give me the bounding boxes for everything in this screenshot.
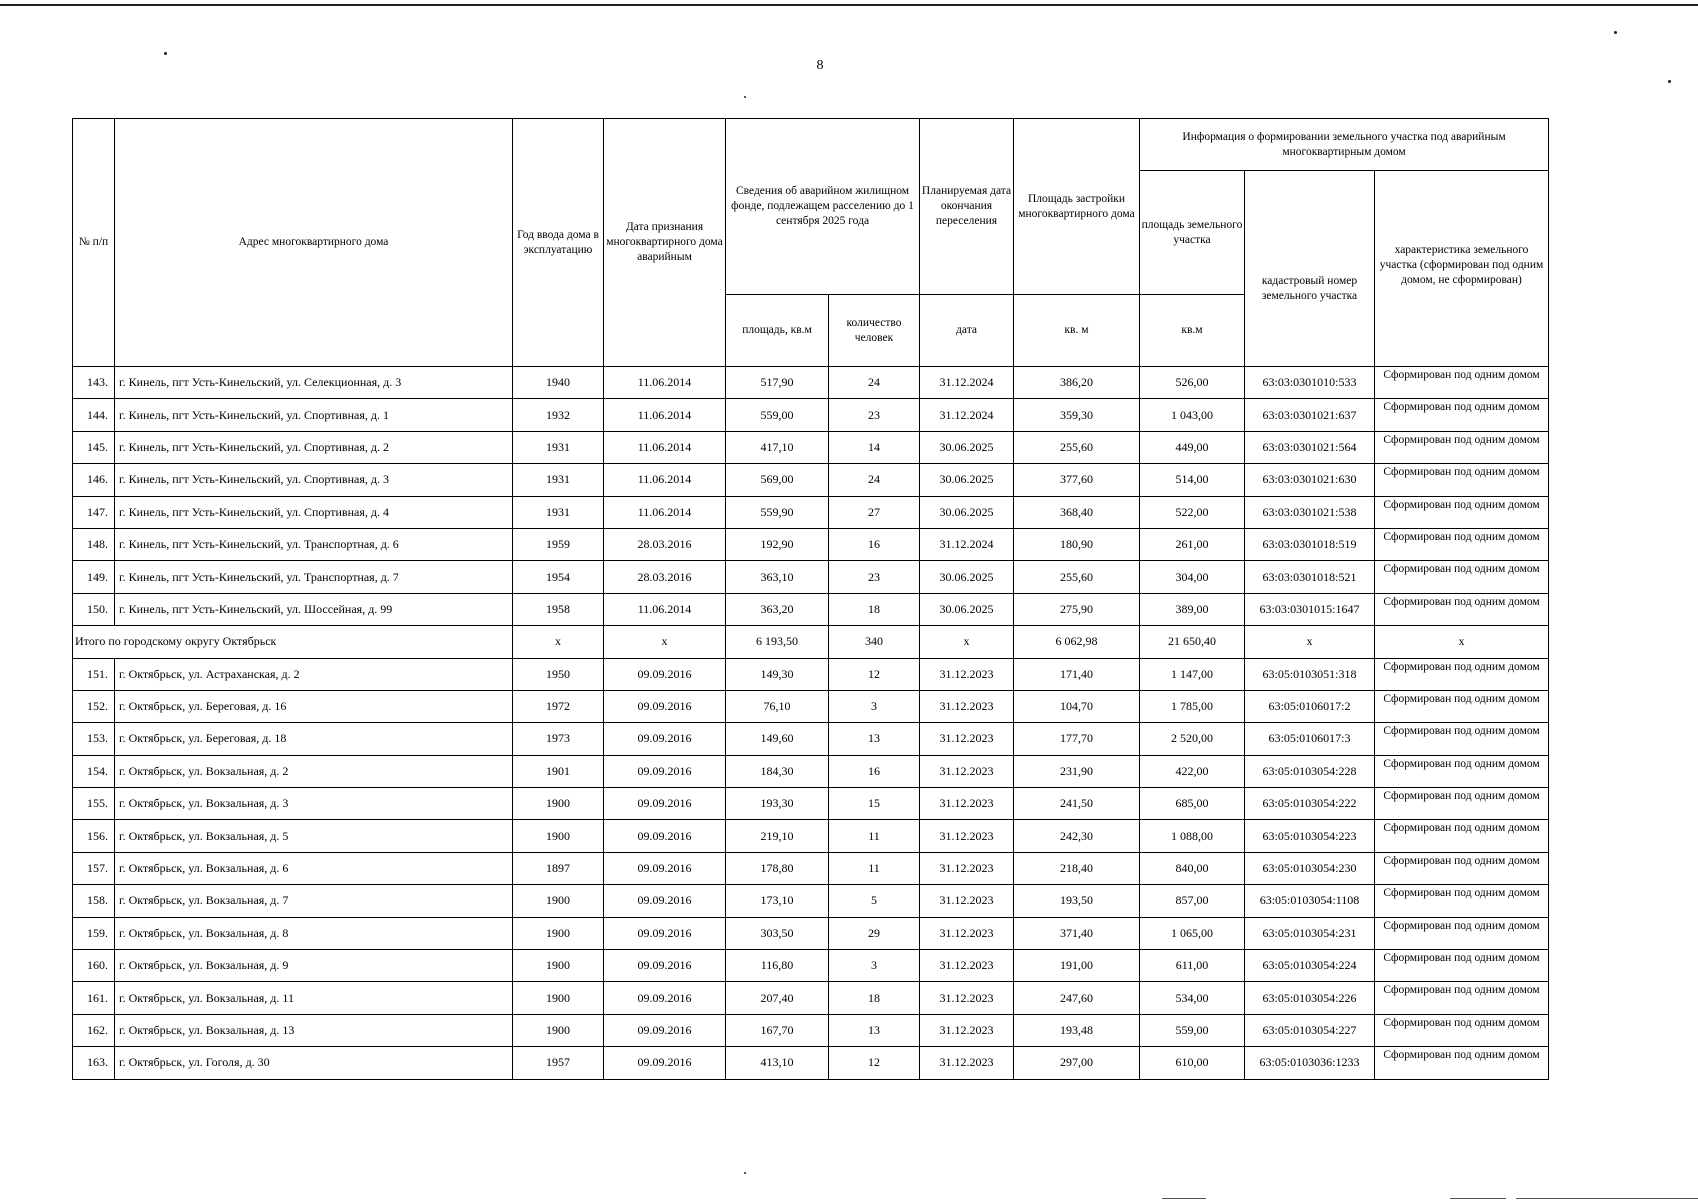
row-number: 148. bbox=[73, 528, 115, 560]
row-area: 569,00 bbox=[726, 464, 829, 496]
scan-speck bbox=[744, 96, 746, 98]
row-people: 12 bbox=[829, 1047, 920, 1079]
row-area: 303,50 bbox=[726, 917, 829, 949]
row-address: г. Кинель, пгт Усть-Кинельский, ул. Селекционная, д. 3 bbox=[115, 367, 513, 399]
row-area: 363,10 bbox=[726, 561, 829, 593]
row-recognition-date: 09.09.2016 bbox=[604, 788, 726, 820]
row-number: 157. bbox=[73, 852, 115, 884]
row-recognition-date: 09.09.2016 bbox=[604, 917, 726, 949]
row-number: 156. bbox=[73, 820, 115, 852]
row-year: 1932 bbox=[513, 399, 604, 431]
row-land-area: 304,00 bbox=[1140, 561, 1245, 593]
row-land-char: Сформирован под одним домом bbox=[1375, 820, 1549, 852]
subtotal-land-area: 21 650,40 bbox=[1140, 626, 1245, 658]
row-land-area: 2 520,00 bbox=[1140, 723, 1245, 755]
row-planned-end: 31.12.2023 bbox=[920, 1047, 1014, 1079]
row-cadastral: 63:05:0103054:227 bbox=[1245, 1014, 1375, 1046]
row-year: 1950 bbox=[513, 658, 604, 690]
row-cadastral: 63:05:0103054:1108 bbox=[1245, 885, 1375, 917]
row-land-char: Сформирован под одним домом bbox=[1375, 1014, 1549, 1046]
row-land-area: 534,00 bbox=[1140, 982, 1245, 1014]
table-row bbox=[73, 723, 1549, 755]
header-land-char: характеристика земельного участка (сформирован под одним домом, не сформирован) bbox=[1375, 171, 1549, 367]
row-people: 23 bbox=[829, 399, 920, 431]
row-build-area: 218,40 bbox=[1014, 852, 1140, 884]
row-address: г. Кинель, пгт Усть-Кинельский, ул. Спортивная, д. 4 bbox=[115, 496, 513, 528]
row-land-char: Сформирован под одним домом bbox=[1375, 755, 1549, 787]
row-year: 1900 bbox=[513, 917, 604, 949]
header-cadastral: кадастровый номер земельного участка bbox=[1245, 171, 1375, 367]
row-land-char: Сформирован под одним домом bbox=[1375, 852, 1549, 884]
scan-mark bbox=[1516, 1198, 1698, 1199]
row-planned-end: 30.06.2025 bbox=[920, 496, 1014, 528]
row-cadastral: 63:05:0103054:230 bbox=[1245, 852, 1375, 884]
row-number: 161. bbox=[73, 982, 115, 1014]
row-planned-end: 31.12.2024 bbox=[920, 528, 1014, 560]
row-people: 24 bbox=[829, 464, 920, 496]
table-row bbox=[73, 690, 1549, 722]
row-cadastral: 63:05:0103051:318 bbox=[1245, 658, 1375, 690]
row-year: 1901 bbox=[513, 755, 604, 787]
top-scan-rule bbox=[0, 4, 1698, 6]
scan-speck bbox=[164, 52, 167, 55]
row-planned-end: 31.12.2024 bbox=[920, 367, 1014, 399]
row-cadastral: 63:05:0103054:223 bbox=[1245, 820, 1375, 852]
row-planned-end: 31.12.2023 bbox=[920, 950, 1014, 982]
row-recognition-date: 09.09.2016 bbox=[604, 755, 726, 787]
row-land-area: 857,00 bbox=[1140, 885, 1245, 917]
table-row bbox=[73, 820, 1549, 852]
row-land-area: 840,00 bbox=[1140, 852, 1245, 884]
row-number: 163. bbox=[73, 1047, 115, 1079]
row-planned-end: 31.12.2023 bbox=[920, 788, 1014, 820]
row-area: 116,80 bbox=[726, 950, 829, 982]
row-area: 149,30 bbox=[726, 658, 829, 690]
row-cadastral: 63:05:0103036:1233 bbox=[1245, 1047, 1375, 1079]
row-planned-end: 31.12.2023 bbox=[920, 658, 1014, 690]
row-land-area: 449,00 bbox=[1140, 431, 1245, 463]
row-cadastral: 63:03:0301021:538 bbox=[1245, 496, 1375, 528]
row-cadastral: 63:05:0103054:226 bbox=[1245, 982, 1375, 1014]
row-number: 152. bbox=[73, 690, 115, 722]
row-address: г. Октябрьск, ул. Вокзальная, д. 13 bbox=[115, 1014, 513, 1046]
row-build-area: 255,60 bbox=[1014, 431, 1140, 463]
row-cadastral: 63:03:0301021:637 bbox=[1245, 399, 1375, 431]
row-recognition-date: 09.09.2016 bbox=[604, 1014, 726, 1046]
row-build-area: 241,50 bbox=[1014, 788, 1140, 820]
row-planned-end: 31.12.2023 bbox=[920, 982, 1014, 1014]
row-number: 154. bbox=[73, 755, 115, 787]
row-land-char: Сформирован под одним домом bbox=[1375, 723, 1549, 755]
row-land-char: Сформирован под одним домом bbox=[1375, 464, 1549, 496]
row-year: 1900 bbox=[513, 950, 604, 982]
subtotal-date: x bbox=[604, 626, 726, 658]
row-number: 159. bbox=[73, 917, 115, 949]
row-land-area: 261,00 bbox=[1140, 528, 1245, 560]
header-land-area: площадь земельного участка bbox=[1140, 171, 1245, 295]
scan-speck bbox=[1668, 80, 1671, 83]
table-row bbox=[73, 496, 1549, 528]
row-people: 29 bbox=[829, 917, 920, 949]
row-recognition-date: 09.09.2016 bbox=[604, 950, 726, 982]
scan-mark bbox=[1450, 1198, 1506, 1199]
header-build-area: Площадь застройки многоквартирного дома bbox=[1014, 119, 1140, 295]
row-cadastral: 63:05:0103054:222 bbox=[1245, 788, 1375, 820]
table-row bbox=[73, 885, 1549, 917]
row-year: 1972 bbox=[513, 690, 604, 722]
row-year: 1900 bbox=[513, 788, 604, 820]
row-cadastral: 63:05:0103054:231 bbox=[1245, 917, 1375, 949]
row-number: 160. bbox=[73, 950, 115, 982]
row-recognition-date: 09.09.2016 bbox=[604, 690, 726, 722]
row-address: г. Октябрьск, ул. Береговая, д. 16 bbox=[115, 690, 513, 722]
row-area: 192,90 bbox=[726, 528, 829, 560]
row-land-char: Сформирован под одним домом bbox=[1375, 528, 1549, 560]
row-year: 1897 bbox=[513, 852, 604, 884]
row-people: 24 bbox=[829, 367, 920, 399]
table-row bbox=[73, 399, 1549, 431]
subtotal-land-char: x bbox=[1375, 626, 1549, 658]
header-people: количество человек bbox=[829, 295, 920, 367]
row-people: 13 bbox=[829, 1014, 920, 1046]
row-cadastral: 63:03:0301018:521 bbox=[1245, 561, 1375, 593]
row-number: 144. bbox=[73, 399, 115, 431]
row-recognition-date: 11.06.2014 bbox=[604, 496, 726, 528]
header-planned-end: Планируемая дата окончания переселения bbox=[920, 119, 1014, 295]
row-area: 76,10 bbox=[726, 690, 829, 722]
row-land-char: Сформирован под одним домом bbox=[1375, 367, 1549, 399]
row-cadastral: 63:03:0301018:519 bbox=[1245, 528, 1375, 560]
row-build-area: 177,70 bbox=[1014, 723, 1140, 755]
row-land-char: Сформирован под одним домом bbox=[1375, 950, 1549, 982]
row-address: г. Октябрьск, ул. Вокзальная, д. 6 bbox=[115, 852, 513, 884]
row-planned-end: 30.06.2025 bbox=[920, 593, 1014, 625]
row-land-char: Сформирован под одним домом bbox=[1375, 1047, 1549, 1079]
row-planned-end: 31.12.2023 bbox=[920, 755, 1014, 787]
row-area: 207,40 bbox=[726, 982, 829, 1014]
row-land-char: Сформирован под одним домом bbox=[1375, 496, 1549, 528]
header-emergency-fund-group: Сведения об аварийном жилищном фонде, подлежащем расселению до 1 сентября 2025 года bbox=[726, 119, 920, 295]
row-land-area: 610,00 bbox=[1140, 1047, 1245, 1079]
header-land-group: Информация о формировании земельного участка под аварийным многоквартирным домом bbox=[1140, 119, 1549, 171]
row-build-area: 242,30 bbox=[1014, 820, 1140, 852]
table-row bbox=[73, 464, 1549, 496]
row-build-area: 377,60 bbox=[1014, 464, 1140, 496]
row-people: 5 bbox=[829, 885, 920, 917]
header-planned-end-sub: дата bbox=[920, 295, 1014, 367]
row-address: г. Октябрьск, ул. Вокзальная, д. 9 bbox=[115, 950, 513, 982]
row-address: г. Кинель, пгт Усть-Кинельский, ул. Транспортная, д. 6 bbox=[115, 528, 513, 560]
row-number: 162. bbox=[73, 1014, 115, 1046]
table-row bbox=[73, 1014, 1549, 1046]
row-recognition-date: 11.06.2014 bbox=[604, 399, 726, 431]
row-number: 158. bbox=[73, 885, 115, 917]
row-year: 1900 bbox=[513, 1014, 604, 1046]
row-address: г. Октябрьск, ул. Береговая, д. 18 bbox=[115, 723, 513, 755]
row-address: г. Октябрьск, ул. Вокзальная, д. 7 bbox=[115, 885, 513, 917]
row-land-area: 389,00 bbox=[1140, 593, 1245, 625]
row-land-area: 526,00 bbox=[1140, 367, 1245, 399]
row-planned-end: 31.12.2023 bbox=[920, 690, 1014, 722]
row-cadastral: 63:05:0106017:3 bbox=[1245, 723, 1375, 755]
table-header bbox=[73, 119, 1549, 367]
row-address: г. Кинель, пгт Усть-Кинельский, ул. Шоссейная, д. 99 bbox=[115, 593, 513, 625]
row-recognition-date: 09.09.2016 bbox=[604, 982, 726, 1014]
row-land-char: Сформирован под одним домом bbox=[1375, 917, 1549, 949]
subtotal-build-area: 6 062,98 bbox=[1014, 626, 1140, 658]
row-build-area: 359,30 bbox=[1014, 399, 1140, 431]
row-address: г. Кинель, пгт Усть-Кинельский, ул. Спортивная, д. 1 bbox=[115, 399, 513, 431]
row-area: 184,30 bbox=[726, 755, 829, 787]
row-cadastral: 63:05:0103054:228 bbox=[1245, 755, 1375, 787]
row-number: 146. bbox=[73, 464, 115, 496]
row-area: 417,10 bbox=[726, 431, 829, 463]
row-land-char: Сформирован под одним домом bbox=[1375, 561, 1549, 593]
row-land-char: Сформирован под одним домом bbox=[1375, 658, 1549, 690]
row-area: 413,10 bbox=[726, 1047, 829, 1079]
row-recognition-date: 11.06.2014 bbox=[604, 593, 726, 625]
row-address: г. Октябрьск, ул. Астраханская, д. 2 bbox=[115, 658, 513, 690]
table-row bbox=[73, 788, 1549, 820]
table-row bbox=[73, 367, 1549, 399]
row-build-area: 371,40 bbox=[1014, 917, 1140, 949]
row-land-char: Сформирован под одним домом bbox=[1375, 593, 1549, 625]
table-row bbox=[73, 658, 1549, 690]
row-people: 3 bbox=[829, 950, 920, 982]
row-number: 143. bbox=[73, 367, 115, 399]
row-year: 1931 bbox=[513, 496, 604, 528]
row-address: г. Октябрьск, ул. Вокзальная, д. 11 bbox=[115, 982, 513, 1014]
row-year: 1954 bbox=[513, 561, 604, 593]
row-build-area: 180,90 bbox=[1014, 528, 1140, 560]
row-people: 23 bbox=[829, 561, 920, 593]
row-build-area: 255,60 bbox=[1014, 561, 1140, 593]
row-number: 147. bbox=[73, 496, 115, 528]
table-body bbox=[73, 367, 1549, 1080]
page-number: 8 bbox=[816, 58, 824, 73]
row-land-area: 514,00 bbox=[1140, 464, 1245, 496]
row-area: 517,90 bbox=[726, 367, 829, 399]
row-cadastral: 63:03:0301010:533 bbox=[1245, 367, 1375, 399]
row-cadastral: 63:05:0106017:2 bbox=[1245, 690, 1375, 722]
row-area: 219,10 bbox=[726, 820, 829, 852]
table-row bbox=[73, 852, 1549, 884]
header-recognition-date: Дата признания многоквартирного дома аварийным bbox=[604, 119, 726, 367]
row-land-area: 1 088,00 bbox=[1140, 820, 1245, 852]
subtotal-year: x bbox=[513, 626, 604, 658]
row-area: 149,60 bbox=[726, 723, 829, 755]
row-land-area: 559,00 bbox=[1140, 1014, 1245, 1046]
table-row bbox=[73, 431, 1549, 463]
row-land-char: Сформирован под одним домом bbox=[1375, 690, 1549, 722]
scan-speck bbox=[1614, 31, 1617, 34]
row-year: 1959 bbox=[513, 528, 604, 560]
row-build-area: 247,60 bbox=[1014, 982, 1140, 1014]
table-row bbox=[73, 593, 1549, 625]
row-people: 27 bbox=[829, 496, 920, 528]
row-planned-end: 31.12.2023 bbox=[920, 820, 1014, 852]
row-recognition-date: 09.09.2016 bbox=[604, 885, 726, 917]
row-address: г. Октябрьск, ул. Вокзальная, д. 3 bbox=[115, 788, 513, 820]
row-planned-end: 31.12.2023 bbox=[920, 852, 1014, 884]
row-land-char: Сформирован под одним домом bbox=[1375, 885, 1549, 917]
row-build-area: 193,48 bbox=[1014, 1014, 1140, 1046]
row-planned-end: 31.12.2024 bbox=[920, 399, 1014, 431]
header-year: Год ввода дома в эксплуатацию bbox=[513, 119, 604, 367]
row-recognition-date: 28.03.2016 bbox=[604, 528, 726, 560]
row-land-area: 522,00 bbox=[1140, 496, 1245, 528]
row-recognition-date: 11.06.2014 bbox=[604, 431, 726, 463]
row-year: 1973 bbox=[513, 723, 604, 755]
row-people: 11 bbox=[829, 820, 920, 852]
row-area: 167,70 bbox=[726, 1014, 829, 1046]
subtotal-cadastral: x bbox=[1245, 626, 1375, 658]
row-land-area: 611,00 bbox=[1140, 950, 1245, 982]
row-people: 18 bbox=[829, 982, 920, 1014]
header-address: Адрес многоквартирного дома bbox=[115, 119, 513, 367]
row-number: 150. bbox=[73, 593, 115, 625]
subtotal-end: x bbox=[920, 626, 1014, 658]
row-land-char: Сформирован под одним домом bbox=[1375, 982, 1549, 1014]
row-address: г. Кинель, пгт Усть-Кинельский, ул. Спортивная, д. 3 bbox=[115, 464, 513, 496]
row-build-area: 231,90 bbox=[1014, 755, 1140, 787]
subtotal-label: Итого по городскому округу Октябрьск bbox=[73, 626, 513, 658]
row-build-area: 368,40 bbox=[1014, 496, 1140, 528]
row-recognition-date: 09.09.2016 bbox=[604, 658, 726, 690]
row-land-char: Сформирован под одним домом bbox=[1375, 788, 1549, 820]
table-row bbox=[73, 917, 1549, 949]
row-recognition-date: 11.06.2014 bbox=[604, 367, 726, 399]
row-land-area: 422,00 bbox=[1140, 755, 1245, 787]
row-land-area: 1 147,00 bbox=[1140, 658, 1245, 690]
row-recognition-date: 28.03.2016 bbox=[604, 561, 726, 593]
row-area: 559,90 bbox=[726, 496, 829, 528]
emergency-housing-table bbox=[72, 118, 1549, 1080]
row-number: 155. bbox=[73, 788, 115, 820]
subtotal-people: 340 bbox=[829, 626, 920, 658]
row-people: 13 bbox=[829, 723, 920, 755]
row-year: 1900 bbox=[513, 982, 604, 1014]
row-recognition-date: 11.06.2014 bbox=[604, 464, 726, 496]
row-year: 1931 bbox=[513, 464, 604, 496]
row-land-area: 1 043,00 bbox=[1140, 399, 1245, 431]
row-build-area: 171,40 bbox=[1014, 658, 1140, 690]
scan-speck bbox=[744, 1172, 746, 1174]
header-num: № п/п bbox=[73, 119, 115, 367]
row-cadastral: 63:03:0301021:630 bbox=[1245, 464, 1375, 496]
row-area: 559,00 bbox=[726, 399, 829, 431]
row-cadastral: 63:03:0301021:564 bbox=[1245, 431, 1375, 463]
row-people: 18 bbox=[829, 593, 920, 625]
row-year: 1931 bbox=[513, 431, 604, 463]
scan-mark bbox=[1162, 1198, 1206, 1199]
row-people: 12 bbox=[829, 658, 920, 690]
row-build-area: 191,00 bbox=[1014, 950, 1140, 982]
table-row bbox=[73, 528, 1549, 560]
row-year: 1957 bbox=[513, 1047, 604, 1079]
row-people: 16 bbox=[829, 528, 920, 560]
row-recognition-date: 09.09.2016 bbox=[604, 1047, 726, 1079]
header-build-area-sub: кв. м bbox=[1014, 295, 1140, 367]
row-number: 149. bbox=[73, 561, 115, 593]
row-area: 178,80 bbox=[726, 852, 829, 884]
row-planned-end: 31.12.2023 bbox=[920, 1014, 1014, 1046]
row-planned-end: 31.12.2023 bbox=[920, 723, 1014, 755]
row-recognition-date: 09.09.2016 bbox=[604, 723, 726, 755]
row-address: г. Кинель, пгт Усть-Кинельский, ул. Спортивная, д. 2 bbox=[115, 431, 513, 463]
row-build-area: 104,70 bbox=[1014, 690, 1140, 722]
row-land-area: 685,00 bbox=[1140, 788, 1245, 820]
row-people: 14 bbox=[829, 431, 920, 463]
row-year: 1958 bbox=[513, 593, 604, 625]
row-build-area: 386,20 bbox=[1014, 367, 1140, 399]
subtotal-area: 6 193,50 bbox=[726, 626, 829, 658]
row-build-area: 193,50 bbox=[1014, 885, 1140, 917]
row-year: 1940 bbox=[513, 367, 604, 399]
row-address: г. Октябрьск, ул. Вокзальная, д. 2 bbox=[115, 755, 513, 787]
row-land-area: 1 785,00 bbox=[1140, 690, 1245, 722]
row-land-char: Сформирован под одним домом bbox=[1375, 399, 1549, 431]
row-address: г. Октябрьск, ул. Вокзальная, д. 8 bbox=[115, 917, 513, 949]
row-cadastral: 63:05:0103054:224 bbox=[1245, 950, 1375, 982]
header-land-area-sub: кв.м bbox=[1140, 295, 1245, 367]
header-area-sqm: площадь, кв.м bbox=[726, 295, 829, 367]
row-people: 11 bbox=[829, 852, 920, 884]
row-number: 153. bbox=[73, 723, 115, 755]
row-area: 193,30 bbox=[726, 788, 829, 820]
row-recognition-date: 09.09.2016 bbox=[604, 820, 726, 852]
row-land-area: 1 065,00 bbox=[1140, 917, 1245, 949]
row-address: г. Октябрьск, ул. Вокзальная, д. 5 bbox=[115, 820, 513, 852]
row-year: 1900 bbox=[513, 820, 604, 852]
row-planned-end: 30.06.2025 bbox=[920, 561, 1014, 593]
row-build-area: 297,00 bbox=[1014, 1047, 1140, 1079]
table-row bbox=[73, 982, 1549, 1014]
row-people: 15 bbox=[829, 788, 920, 820]
table-row bbox=[73, 561, 1549, 593]
table-row bbox=[73, 1047, 1549, 1079]
row-address: г. Кинель, пгт Усть-Кинельский, ул. Транспортная, д. 7 bbox=[115, 561, 513, 593]
row-people: 16 bbox=[829, 755, 920, 787]
row-number: 145. bbox=[73, 431, 115, 463]
row-land-char: Сформирован под одним домом bbox=[1375, 431, 1549, 463]
row-year: 1900 bbox=[513, 885, 604, 917]
row-cadastral: 63:03:0301015:1647 bbox=[1245, 593, 1375, 625]
row-planned-end: 30.06.2025 bbox=[920, 464, 1014, 496]
row-recognition-date: 09.09.2016 bbox=[604, 852, 726, 884]
row-planned-end: 31.12.2023 bbox=[920, 917, 1014, 949]
row-address: г. Октябрьск, ул. Гоголя, д. 30 bbox=[115, 1047, 513, 1079]
row-area: 173,10 bbox=[726, 885, 829, 917]
table-row bbox=[73, 755, 1549, 787]
row-people: 3 bbox=[829, 690, 920, 722]
row-build-area: 275,90 bbox=[1014, 593, 1140, 625]
row-planned-end: 31.12.2023 bbox=[920, 885, 1014, 917]
row-planned-end: 30.06.2025 bbox=[920, 431, 1014, 463]
row-area: 363,20 bbox=[726, 593, 829, 625]
table-row bbox=[73, 950, 1549, 982]
subtotal-row bbox=[73, 626, 1549, 658]
row-number: 151. bbox=[73, 658, 115, 690]
